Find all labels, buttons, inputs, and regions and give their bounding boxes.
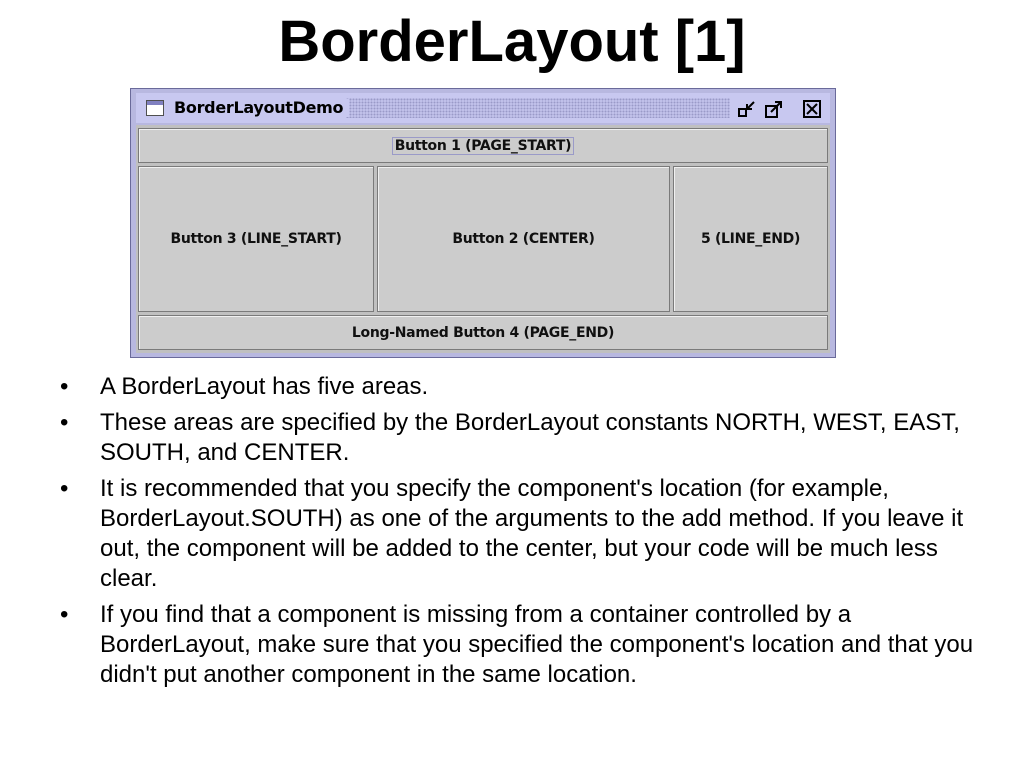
window-titlebar[interactable] (136, 93, 830, 123)
button-line-start-label: Button 3 (LINE_START) (170, 231, 342, 247)
window-title: BorderLayoutDemo (174, 99, 349, 117)
window-content-pane (136, 125, 830, 353)
bullet-item (60, 372, 980, 402)
close-icon[interactable] (803, 100, 821, 118)
button-line-end-label: 5 (LINE_END) (700, 231, 801, 247)
button-line-end[interactable] (673, 166, 828, 312)
button-page-start-label: Button 1 (PAGE_START) (392, 137, 575, 155)
button-page-end[interactable] (138, 315, 828, 350)
bullet-text: If you find that a component is missing from a container controlled by a BorderLayout, make sure that you specified the component's location and that you didn't put another component in the same location. (100, 601, 974, 688)
bullet-list (60, 372, 980, 696)
bullet-item (60, 474, 980, 594)
bullet-marker: • (60, 409, 69, 436)
button-center-label: Button 2 (CENTER) (452, 231, 595, 247)
iconify-icon[interactable] (738, 100, 756, 118)
bullet-marker: • (60, 601, 69, 628)
maximize-icon[interactable] (765, 100, 783, 118)
button-line-start[interactable] (138, 166, 374, 312)
bullet-item (60, 408, 980, 468)
bullet-item (60, 600, 980, 690)
bullet-marker: • (60, 475, 69, 502)
demo-window (130, 88, 836, 358)
bullet-text: It is recommended that you specify the component's location (for example, BorderLayout.SOUTH) as one of the arguments to the add method. If you leave it out, the component will be added to the center, but your code will be much less clear. (100, 475, 964, 592)
bullet-text: A BorderLayout has five areas. (100, 373, 429, 400)
window-icon (146, 100, 164, 116)
button-page-start[interactable] (138, 128, 828, 163)
bullet-text: These areas are specified by the BorderLayout constants NORTH, WEST, EAST, SOUTH, and CENTER. (100, 409, 960, 466)
button-center[interactable] (377, 166, 670, 312)
titlebar-grip (346, 98, 730, 118)
bullet-marker: • (60, 373, 69, 400)
button-page-end-label: Long-Named Button 4 (PAGE_END) (351, 324, 615, 341)
slide-title: BorderLayout [1] (278, 9, 746, 74)
